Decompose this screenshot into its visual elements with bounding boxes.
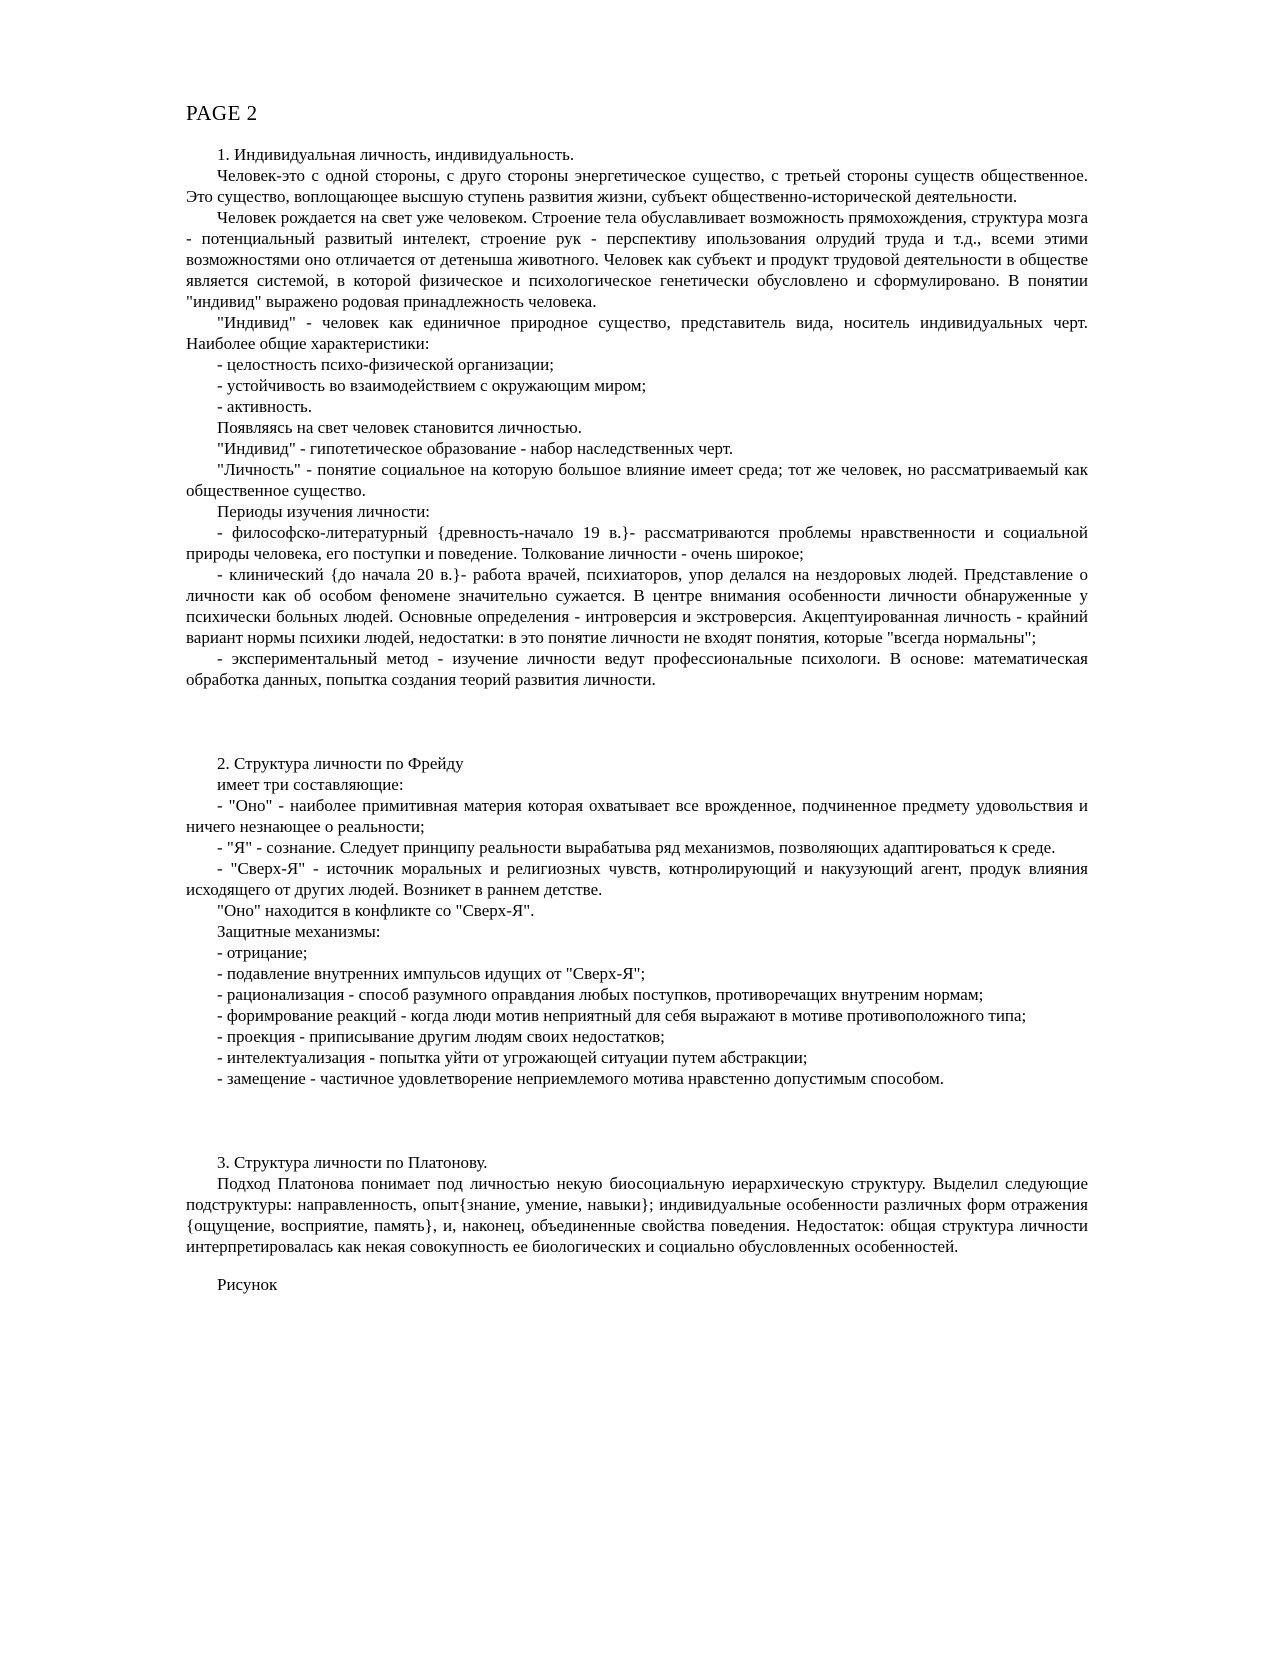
paragraph: Человек рождается на свет уже человеком. Строение тела обуславливает возможность прямохождения, структура мозга - потенциальный развитый интелект, строение рук - перспективу ипользования олрудий труда и т.д., всеми этими возможностями оно отличается от детеныша животного. Человек как субъект и продукт трудовой деятельности в обществе является системой, в которой физическое и психологическое генетически обусловлено и сформулировано. В понятии "индивид" выражено родовая принадлежность человека. bbox=[186, 208, 1088, 311]
paragraph: Периоды изучения личности: bbox=[217, 502, 431, 521]
figure-label: Рисунок bbox=[217, 1275, 278, 1294]
list-item: - замещение - частичное удовлетворение неприемлемого мотива нравстенно допустимым способом. bbox=[217, 1069, 944, 1088]
section-title: 2. Структура личности по Фрейду bbox=[217, 754, 464, 773]
list-item: - проекция - приписывание другим людям своих недостатков; bbox=[217, 1027, 665, 1046]
page-header: PAGE 2 bbox=[186, 101, 258, 125]
list-item: - "Оно" - наиболее примитивная материя которая охватывает все врожденное, подчиненное предмету удовольствия и ничего незнающее о реальности; bbox=[186, 796, 1088, 836]
paragraph: Подход Платонова понимает под личностью некую биосоциальную иерархическую структуру. Выделил следующие подструктуры: направленность, опыт{знание, умение, навыки}; индивидуальные особенности различных форм отражения {ощущение, восприятие, память}, и, наконец, объединенные свойства поведения. Недостаток: общая структура личности интерпретировалась как некая совокупность ее биологических и социально обусловленных особенностей. bbox=[186, 1174, 1088, 1256]
spacer bbox=[186, 690, 1088, 753]
paragraph: Человек-это с одной стороны, с друго стороны энергетическое существо, с третьей стороны существ общественное. Это существо, воплощающее высшую ступень развития жизни, субъект общественно-исторической деятельности. bbox=[186, 166, 1088, 206]
list-item: - "Сверх-Я" - источник моральных и религиозных чувств, котнролирующий и накузующий агент, продук влияния исходящего от других людей. Возникет в раннем детстве. bbox=[186, 859, 1088, 899]
list-item: - клинический {до начала 20 в.}- работа врачей, психиаторов, упор делался на нездоровых людей. Представление о личности как об особом феномене значительно сужается. В центре внимания особенности личности обнаруженные у психически больных людей. Основные определения - интроверсия и экстроверсия. Акцептуированная личность - крайний вариант нормы психики людей, недостатки: в это понятие личности не входят понятия, которые "всегда нормальны"; bbox=[186, 565, 1088, 647]
paragraph: Появляясь на свет человек становится личностью. bbox=[217, 418, 582, 437]
list-item: - форимрование реакций - когда люди мотив неприятный для себя выражают в мотиве противоположного типа; bbox=[217, 1006, 1027, 1025]
list-item: - отрицание; bbox=[217, 943, 308, 962]
list-item: - "Я" - сознание. Следует принципу реальности вырабатыва ряд механизмов, позволяющих адаптироваться к среде. bbox=[217, 838, 1056, 857]
paragraph: имеет три составляющие: bbox=[217, 775, 404, 794]
list-item: - интелектуализация - попытка уйти от угрожающей ситуации путем абстракции; bbox=[217, 1048, 808, 1067]
list-item: - целостность психо-физической организации; bbox=[217, 355, 554, 374]
section-platonov-structure bbox=[186, 1152, 1088, 1257]
paragraph: "Индивид" - гипотетическое образование - набор наследственных черт. bbox=[217, 439, 734, 458]
section-title: 1. Индивидуальная личность, индивидуальность. bbox=[217, 145, 575, 164]
list-item: - устойчивость во взаимодействием с окружающим миром; bbox=[217, 376, 647, 395]
paragraph: Защитные механизмы: bbox=[217, 922, 381, 941]
list-item: - экспериментальный метод - изучение личности ведут профессиональные психологи. В основе: математическая обработка данных, попытка создания теорий развития личности. bbox=[186, 649, 1088, 689]
document-page bbox=[186, 98, 1088, 1295]
paragraph: "Оно" находится в конфликте со "Сверх-Я". bbox=[217, 901, 535, 920]
section-title: 3. Структура личности по Платонову. bbox=[217, 1153, 488, 1172]
paragraph: "Индивид" - человек как единичное природное существо, представитель вида, носитель индивидуальных черт. Наиболее общие характеристики: bbox=[186, 313, 1088, 353]
list-item: - подавление внутренних импульсов идущих от "Сверх-Я"; bbox=[217, 964, 646, 983]
section-freud-structure bbox=[186, 753, 1088, 1089]
paragraph: "Личность" - понятие социальное на которую большое влияние имеет среда; тот же человек, но рассматриваемый как общественное существо. bbox=[186, 460, 1088, 500]
list-item: - философско-литературный {древность-начало 19 в.}- рассматриваются проблемы нравственности и социальной природы человека, его поступки и поведение. Толкование личности - очень широкое; bbox=[186, 523, 1088, 563]
spacer bbox=[186, 1257, 1088, 1274]
list-item: - рационализация - способ разумного оправдания любых поступков, противоречащих внутреним нормам; bbox=[217, 985, 984, 1004]
list-item: - активность. bbox=[217, 397, 313, 416]
spacer bbox=[186, 1089, 1088, 1152]
section-individual-personality bbox=[186, 144, 1088, 690]
